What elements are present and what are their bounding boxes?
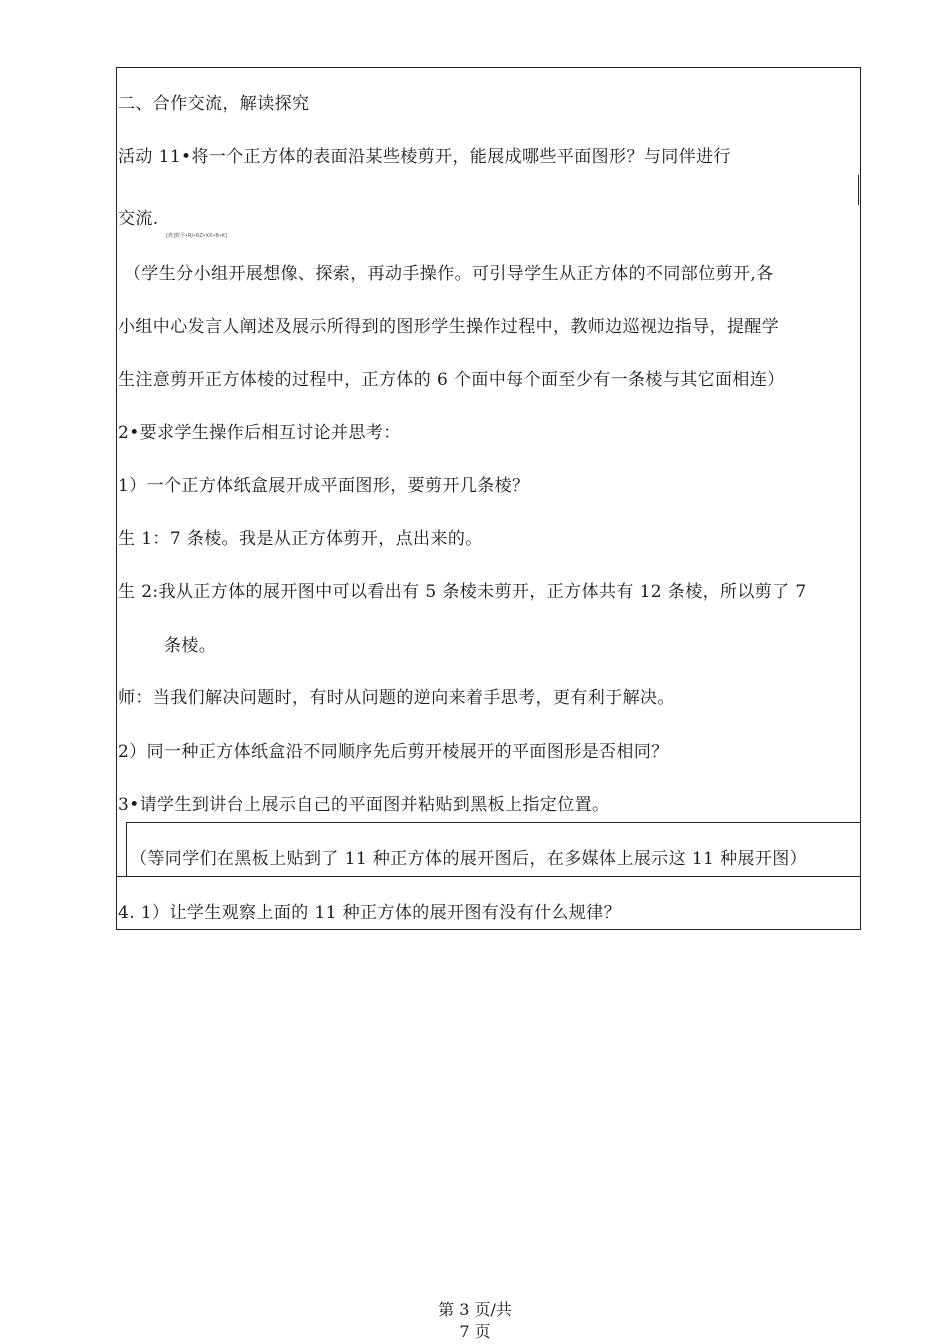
student-1-answer: 生 1：7 条棱。我是从正方体剪开，点出来的。 bbox=[118, 529, 483, 549]
question-2: 2）同一种正方体纸盒沿不同顺序先后剪开棱展开的平面图形是否相同？ bbox=[118, 742, 669, 762]
student-2-answer-line-1: 生 2:我从正方体的展开图中可以看出有 5 条棱未剪开，正方体共有 12 条棱，所以剪了 7 bbox=[118, 582, 807, 602]
question-1: 1）一个正方体纸盒展开成平面图形，要剪开几条棱？ bbox=[118, 476, 530, 496]
page-footer-line-1: 第 3 页/共 bbox=[438, 1300, 512, 1319]
item-2: 2•要求学生操作后相互讨论并思考： bbox=[118, 423, 401, 443]
section-heading: 二、合作交流，解读探究 bbox=[118, 94, 310, 114]
student-2-answer-line-2: 条棱。 bbox=[164, 636, 217, 656]
item-3-note: （等同学们在黑板上贴到了 11 种正方体的展开图后，在多媒体上展示这 11 种展开图） bbox=[130, 849, 808, 869]
paragraph-1-line-1: （学生分小组开展想像、探索，再动手操作。可引导学生从正方体的不同部位剪开,各 bbox=[124, 264, 774, 284]
paragraph-1-line-3: 生注意剪开正方体棱的过程中，正方体的 6 个面中每个面至少有一条棱与其它面相连） bbox=[118, 370, 785, 390]
activity-1-line-2: 交流. bbox=[118, 209, 159, 229]
table-divider-inner bbox=[126, 822, 127, 877]
margin-mark-right bbox=[858, 175, 859, 205]
paragraph-1-line-2: 小组中心发言人阐述及展示所得到的图形学生操作过程中，教师边巡视边指导，提醒学 bbox=[118, 317, 780, 337]
item-3: 3•请学生到讲台上展示自己的平面图并粘贴到黑板上指定位置。 bbox=[118, 795, 610, 815]
item-4: 4. 1）让学生观察上面的 11 种正方体的展开图有没有什么规律？ bbox=[118, 903, 622, 923]
tiny-source-note: [教]数学•RJ•RZ•XX•B•K] bbox=[166, 233, 228, 239]
activity-1-line-1: 活动 11•将一个正方体的表面沿某些棱剪开，能展成哪些平面图形？与同伴进行 bbox=[118, 147, 731, 167]
table-divider-top bbox=[126, 822, 861, 823]
teacher-remark: 师：当我们解决问题时，有时从问题的逆向来着手思考，更有利于解决。 bbox=[118, 688, 675, 708]
table-divider-bottom bbox=[116, 876, 861, 877]
page-footer-line-2: 7 页 bbox=[459, 1322, 491, 1341]
